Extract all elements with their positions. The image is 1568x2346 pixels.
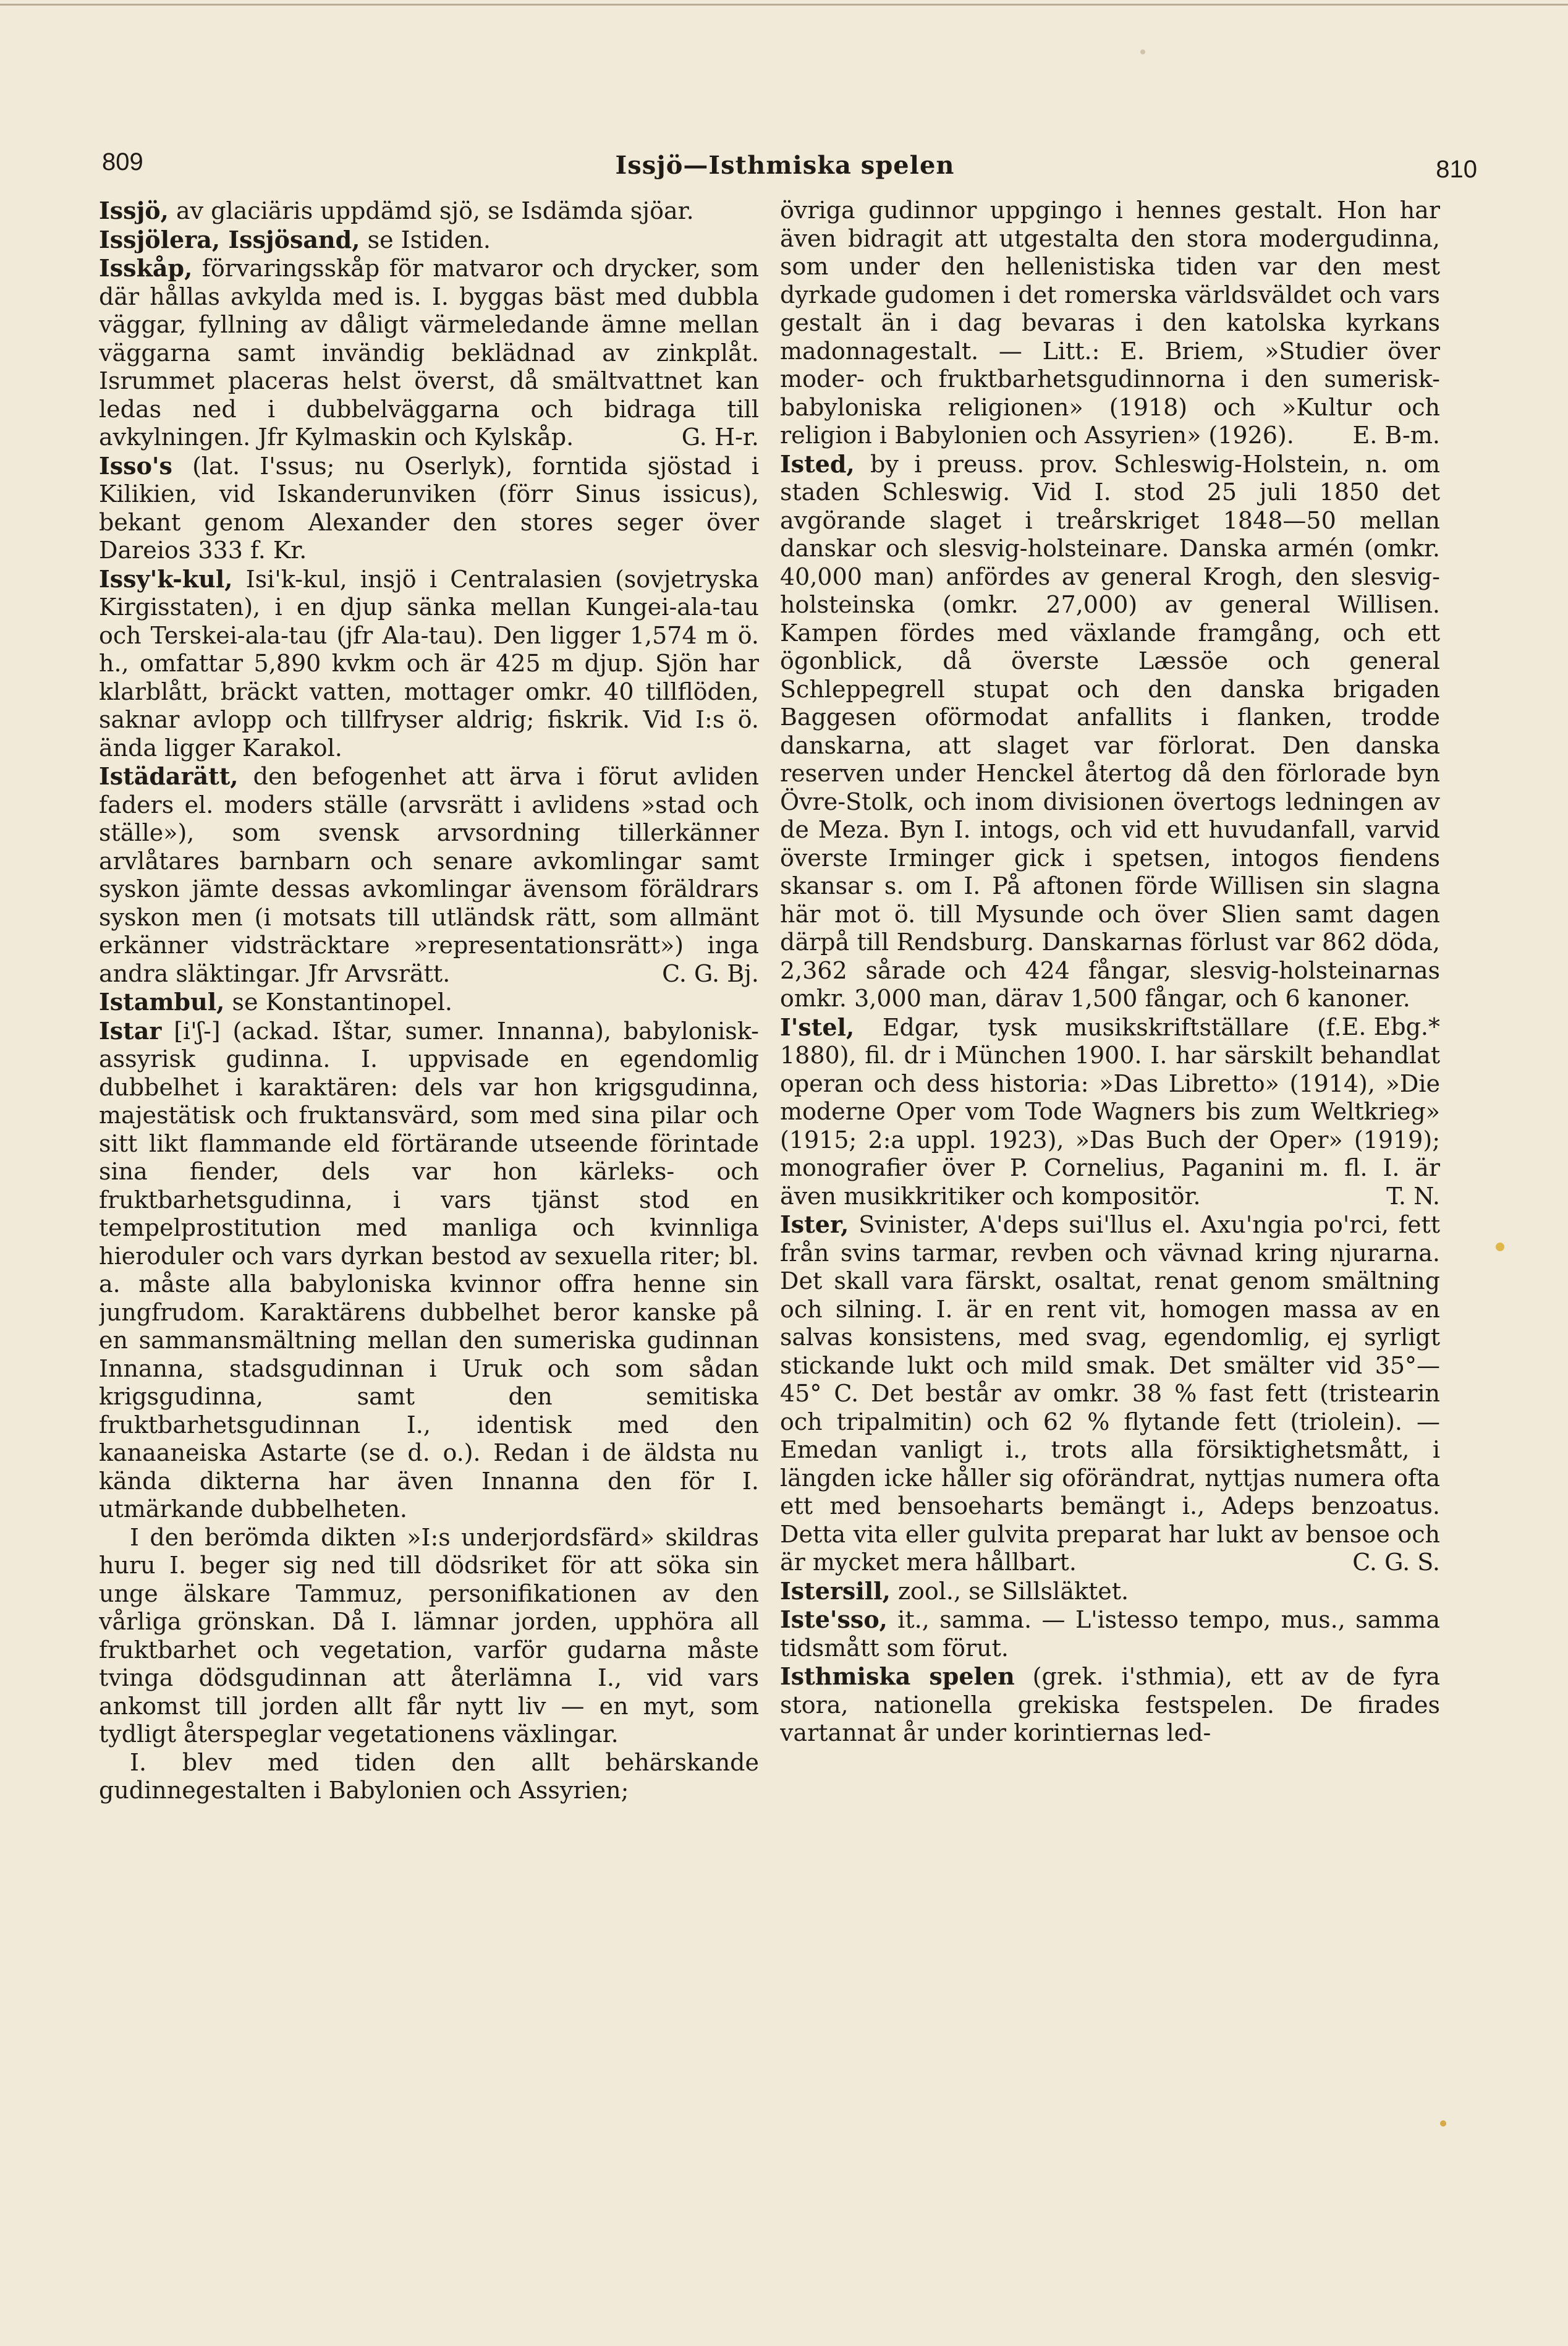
entry-text: Svinister, A'deps sui'llus el. Axu'ngia po'rci, fett från svins tarmar, revben och vävnad kring njurarna. Det skall vara färskt, osaltat, renat genom smältning och silning. I. är en rent vit, homogen massa av en salvas konsistens, med svag, egendomlig, ej syrligt stickande lukt och mild smak. Det smälter vid 35°—45° C. Det består av omkr. 38 % fast fett (tristearin och tripalmitin) och 62 % flytande fett (triolein). — Emedan vanligt i., trots alla försiktighetsmått, i längden icke håller sig oförändrat, nyttjas numera ofta ett med bensoeharts bemängt i., Adeps benzoatus. Detta vita eller gulvita preparat har lukt av bensoe och är mycket mera hållbart. [780,1211,1440,1576]
entry-text: av glaciäris uppdämd sjö, se Isdämda sjöar. [168,197,694,224]
entry-text: Edgar, tysk musikskriftställare (f. 1880), fil. dr i München 1900. I. har särskilt behandlat operan och dess historia: »Das Libretto» (1914), »Die moderne Oper vom Tode Wagners bis zum Weltkrieg» (1915; 2:a uppl. 1923), »Das Buch der Oper» (1919); monografier över P. Cornelius, Paganini m. fl. I. är även musikkritiker och kompositör. [780,1013,1440,1210]
author-signature: E. B-m. [1352,422,1440,449]
entry-text: Isi'k-kul, insjö i Centralasien (sovjetryska Kirgisstaten), i en djup sänka mellan Kungei-ala-tau och Terskei-ala-tau (jfr Ala-tau). Den ligger 1,574 m ö. h., omfattar 5,890 kvkm och är 425 m djup. Sjön har klarblått, bräckt vatten, mottager omkr. 40 tillflöden, saknar avlopp och tillfryser aldrig; fiskrik. Vid I:s ö. ända ligger Karakol. [99,565,759,762]
entry-text: by i preuss. prov. Schleswig-Holstein, n. om staden Schleswig. Vid I. stod 25 juli 1850 det avgörande slaget i treårskriget 1848—50 mellan danskar och slesvig-holsteinare. Danska armén (omkr. 40,000 man) anfördes av general Krogh, den slesvig-holsteinska (omkr. 27,000) av general Willisen. Kampen fördes med växlande framgång, och ett ögonblick, då överste Læssöe och general Schleppegrell stupat och den danska brigaden Baggesen oförmodat anfallits i flanken, trodde danskarna, att slaget var förlorat. Den danska reserven under Henckel återtog då den förlorade byn Övre-Stolk, och inom divisionen övertogs ledningen av de Meza. Byn I. intogs, och vid ett huvudanfall, varvid överste Irminger gick i spetsen, intogos fiendens skansar s. om I. På aftonen förde Willisen sin slagna här mot ö. till Mysunde och över Slien samt dagen därpå till Rendsburg. Danskarnas förlust var 862 döda, 2,362 sårade och 424 fångar, slesvig-holsteinarnas omkr. 3,000 man, därav 1,500 fångar, och 6 kanoner. [780,450,1440,1012]
entry-text: (lat. I'ssus; nu Oserlyk), forntida sjöstad i Kilikien, vid Iskanderunviken (förr Sinus issicus), bekant genom Alexander den stores seger över Dareios 333 f. Kr. [99,452,759,564]
running-header [93,143,1477,187]
entry-text: I den berömda dikten »I:s underjordsfärd» skildras huru I. beger sig ned till dödsriket för att söka sin unge älskare Tammuz, personifikationen av den vårliga grönskan. Då I. lämnar jorden, upphöra all fruktbarhet och vegetation, varför gudarna måste tvinga dödsgudinnan att återlämna I., vid vars ankomst till jorden allt får nytt liv — en myt, som tydligt återspeglar vegetationens växlingar. [99,1523,759,1748]
entry-text: [i'ʃ-] (ackad. Ištar, sumer. Innanna), babylonisk-assyrisk gudinna. I. uppvisade en egendomlig dubbelhet i karaktären: dels var hon krigsgudinna, majestätisk och fruktansvärd, som med sina pilar och sitt likt flammande eld förtärande utseende förintade sina fiender, dels var hon kärleks- och fruktbarhetsgudinna, i vars tjänst stod en tempelprostitution med manliga och kvinnliga hieroduler och vars dyrkan bestod av sexuella riter; bl. a. måste alla babyloniska kvinnor offra henne sin jungfrudom. Karaktärens dubbelhet beror kanske på en sammansmältning mellan den sumeriska gudinnan Innanna, stadsgudinnan i Uruk och som sådan krigsgudinna, samt den semitiska fruktbarhetsgudinnan I., identisk med den kanaaneiska Astarte (se d. o.). Redan i de äldsta nu kända dikterna har även Innanna den för I. utmärkande dubbelheten. [99,1017,759,1523]
entry-headword: Isted, [780,449,855,478]
entry-headword: Istar [99,1016,162,1045]
entry-text: förvaringsskåp för matvaror och drycker, som där hållas avkylda med is. I. byggas bäst med dubbla väggar, fyllning av dåligt värmeledande ämne mellan väggarna samt invändig beklädnad av zinkplåt. Isrummet placeras helst överst, då smältvattnet kan ledas ned i dubbelväggarna och bidraga till avkylningen. Jfr Kylmaskin och Kylskåp. [99,255,759,451]
page-number-left: 809 [102,148,143,176]
entry-text: övriga gudinnor uppgingo i hennes gestalt. Hon har även bidragit att utgestalta den stora modergudinna, som under den hellenistiska tiden var den mest dyrkade gudomen i det romerska världsväldet och vars gestalt än i dag bevaras i den katolska kyrkans madonnagestalt. — Litt.: E. Briem, »Studier över moder- och fruktbarhetsgudinnorna i den sumerisk-babyloniska religionen» (1918) och »Kultur och religion i Babylonien och Assyrien» (1926). [780,197,1440,449]
entry-headword: Isskåp, [99,254,193,282]
dictionary-entry [780,1605,1440,1662]
page-top-edge [0,4,1568,6]
entry-text: se Istiden. [360,226,491,253]
left-column [99,197,759,2274]
entry-text: it., samma. — L'istesso tempo, mus., samma tidsmått som förut. [780,1606,1440,1662]
entry-headword: Isthmiska spelen [780,1662,1015,1690]
paper-speck [1440,2120,1446,2127]
entry-headword: Ister, [780,1210,849,1238]
right-column [780,197,1440,2274]
entry-headword: Issjö, [99,197,169,224]
author-signature: C. G. S. [1352,1549,1440,1576]
dictionary-entry [99,1524,759,1749]
entry-text: zool., se Sillsläktet. [890,1577,1129,1605]
entry-headword: Issy'k-kul, [99,564,233,593]
author-signature: G. H-r. [681,423,759,451]
entry-text: den befogenhet att ärva i förut avliden faders el. moders ställe (arvsrätt i avlidens »stad och ställe»), som svensk arvsordning tillerkänner arvlåtares barnbarn och senare avkomlingar samt syskon jämte dessas avkomlingar ävensom föräldrars syskon men (i motsats till utländsk rätt, som allmänt erkänner vidsträcktare »representationsrätt») inga andra släktingar. Jfr Arvsrätt. [99,763,759,987]
entry-text: se Konstantinopel. [224,988,453,1016]
dictionary-entry [99,565,759,763]
dictionary-entry [99,1017,759,1524]
running-title: Issjö—Isthmiska spelen [615,151,955,180]
entry-text: (grek. i'sthmia), ett av de fyra stora, nationella grekiska festspelen. De firades vartannat år under korintiernas led- [780,1663,1440,1746]
entry-text: I. blev med tiden den allt behärskande gudinnegestalten i Babylonien och Assyrien; [99,1748,759,1804]
entry-headword: Issjölera, Issjösand, [99,225,360,253]
page-number-right: 810 [1436,156,1477,183]
dictionary-entry [99,452,759,565]
dictionary-entry [780,197,1440,450]
dictionary-entry [780,1210,1440,1577]
paper-speck [1140,49,1145,54]
entry-headword: Istädarätt, [99,762,239,790]
author-signature: E. Ebg.* [1341,1013,1440,1040]
dictionary-entry [780,1577,1440,1606]
entry-headword: I'stel, [780,1013,855,1041]
entry-headword: Isso's [99,451,172,480]
entry-headword: Istersill, [780,1576,891,1605]
dictionary-entry [99,988,759,1017]
author-signature: C. G. Bj. [662,959,759,987]
dictionary-entry [780,1013,1440,1211]
author-signature: T. N. [1386,1182,1440,1210]
paper-speck [1496,1243,1504,1251]
entry-headword: Istambul, [99,988,225,1016]
dictionary-entry [780,1662,1440,1748]
dictionary-entry [99,197,759,226]
entry-headword: Iste'sso, [780,1605,888,1633]
dictionary-entry [99,1749,759,1805]
dictionary-entry [99,254,759,452]
dictionary-entry [99,226,759,255]
dictionary-entry [99,762,759,988]
